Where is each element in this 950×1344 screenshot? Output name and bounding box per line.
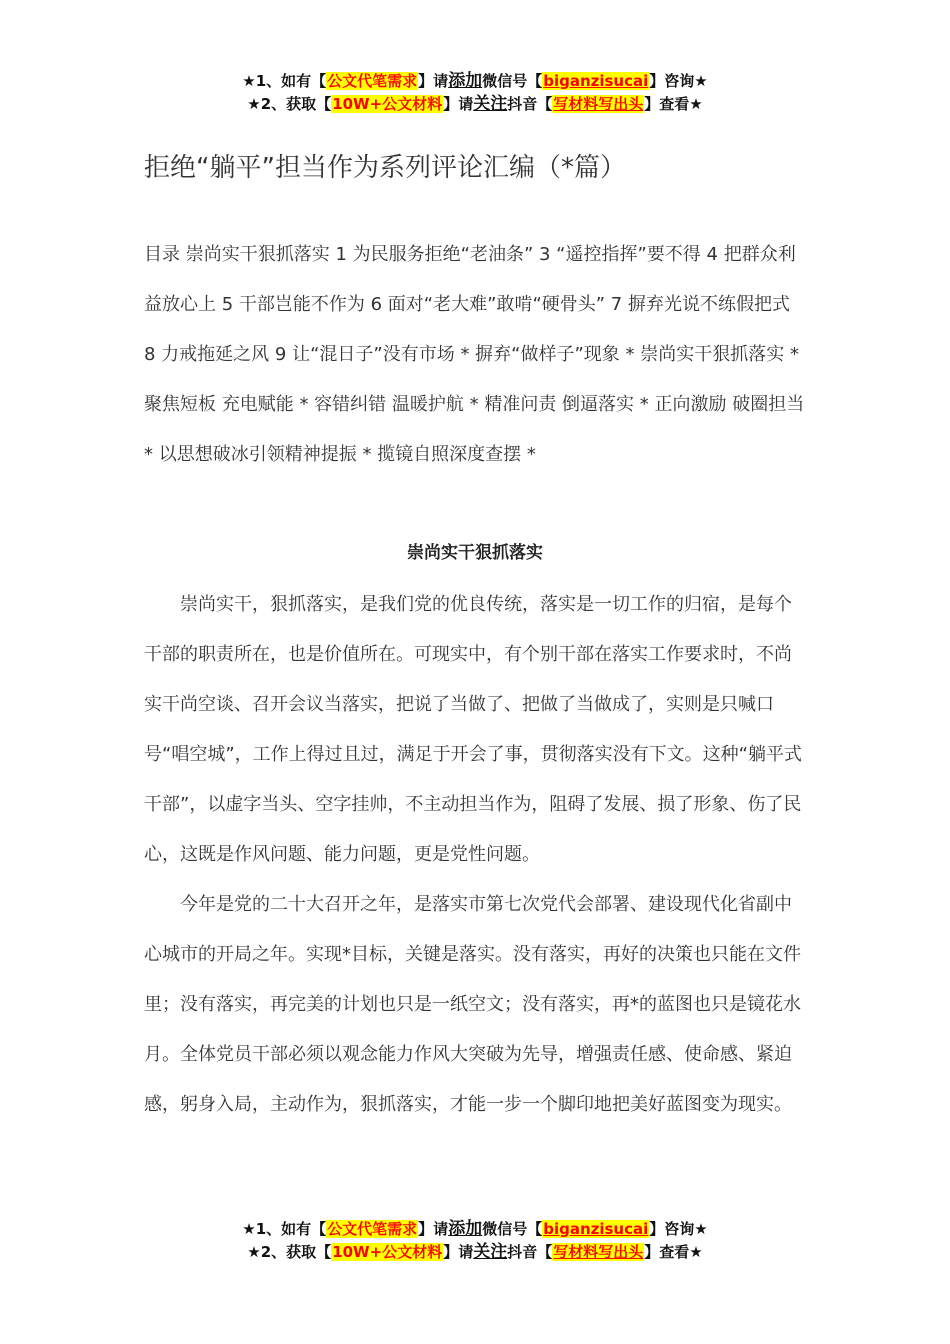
table-of-contents: 目录 崇尚实干狠抓落实 1 为民服务拒绝“老油条” 3 “遥控指挥”要不得 4 把群众利益放心上 5 干部岂能不作为 6 面对“老大难”敢啃“硬骨头” 7 摒弃光说不练假把式 8 力戒拖延之风 9 让“混日子”没有市场 * 摒弃“做样子”现象 * 崇尚实干狠抓落实 * 聚焦短板 充电赋能 * 容错纠错 温暖护航 * 精准问责 倒逼落实 * 正向激励 破圈担当 * 以思想破冰引领精神提振 * 揽镜自照深度查摆 * bbox=[144, 244, 805, 465]
promo-douyin-account[interactable]: 写材料写出头 bbox=[553, 1243, 644, 1261]
promo-banner-top bbox=[0, 70, 950, 116]
promo-line-1: ★1、如有【公文代笔需求】请添加微信号【biganzisucai】咨询★ bbox=[242, 71, 708, 91]
section-heading: 崇尚实干狠抓落实 bbox=[407, 543, 543, 563]
promo-highlight-materials: 10W+公文材料 bbox=[332, 95, 443, 113]
body-paragraph-2: 今年是党的二十大召开之年，是落实市第七次党代会部署、建设现代化省副中心城市的开局之年。实现*目标，关键是落实。没有落实，再好的决策也只能在文件里；没有落实，再完美的计划也只是一纸空文；没有落实，再*的蓝图也只是镜花水月。全体党员干部必须以观念能力作风大突破为先导，增强责任感、使命感、紧迫感，躬身入局，主动作为，狠抓落实，才能一步一个脚印地把美好蓝图变为现实。 bbox=[144, 894, 801, 1115]
promo-wechat-id[interactable]: biganzisucai bbox=[543, 1220, 649, 1238]
promo-line-2: ★2、获取【10W+公文材料】请关注抖音【写材料写出头】查看★ bbox=[247, 1242, 703, 1262]
promo-douyin-account[interactable]: 写材料写出头 bbox=[553, 95, 644, 113]
promo-highlight-service: 公文代笔需求 bbox=[327, 1220, 418, 1238]
promo-emphasis-add: 添加 bbox=[448, 1219, 483, 1239]
promo-highlight-materials: 10W+公文材料 bbox=[332, 1243, 443, 1261]
promo-emphasis-follow: 关注 bbox=[473, 94, 508, 114]
promo-emphasis-follow: 关注 bbox=[473, 1242, 508, 1262]
promo-highlight-service: 公文代笔需求 bbox=[327, 72, 418, 90]
promo-banner-bottom bbox=[0, 1218, 950, 1264]
promo-wechat-id[interactable]: biganzisucai bbox=[543, 72, 649, 90]
promo-line-1: ★1、如有【公文代笔需求】请添加微信号【biganzisucai】咨询★ bbox=[242, 1219, 708, 1239]
promo-emphasis-add: 添加 bbox=[448, 71, 483, 91]
promo-line-2: ★2、获取【10W+公文材料】请关注抖音【写材料写出头】查看★ bbox=[247, 94, 703, 114]
document-title: 拒绝“躺平”担当作为系列评论汇编（*篇） bbox=[144, 153, 626, 183]
body-paragraph-1: 崇尚实干，狠抓落实，是我们党的优良传统，落实是一切工作的归宿，是每个干部的职责所在，也是价值所在。可现实中，有个别干部在落实工作要求时，不尚实干尚空谈、召开会议当落实，把说了当做了、把做了当做成了，实则是只喊口号“唱空城”，工作上得过且过，满足于开会了事，贯彻落实没有下文。这种“躺平式干部”，以虚字当头、空字挂帅，不主动担当作为，阻碍了发展、损了形象、伤了民心，这既是作风问题、能力问题，更是党性问题。 bbox=[144, 594, 802, 865]
